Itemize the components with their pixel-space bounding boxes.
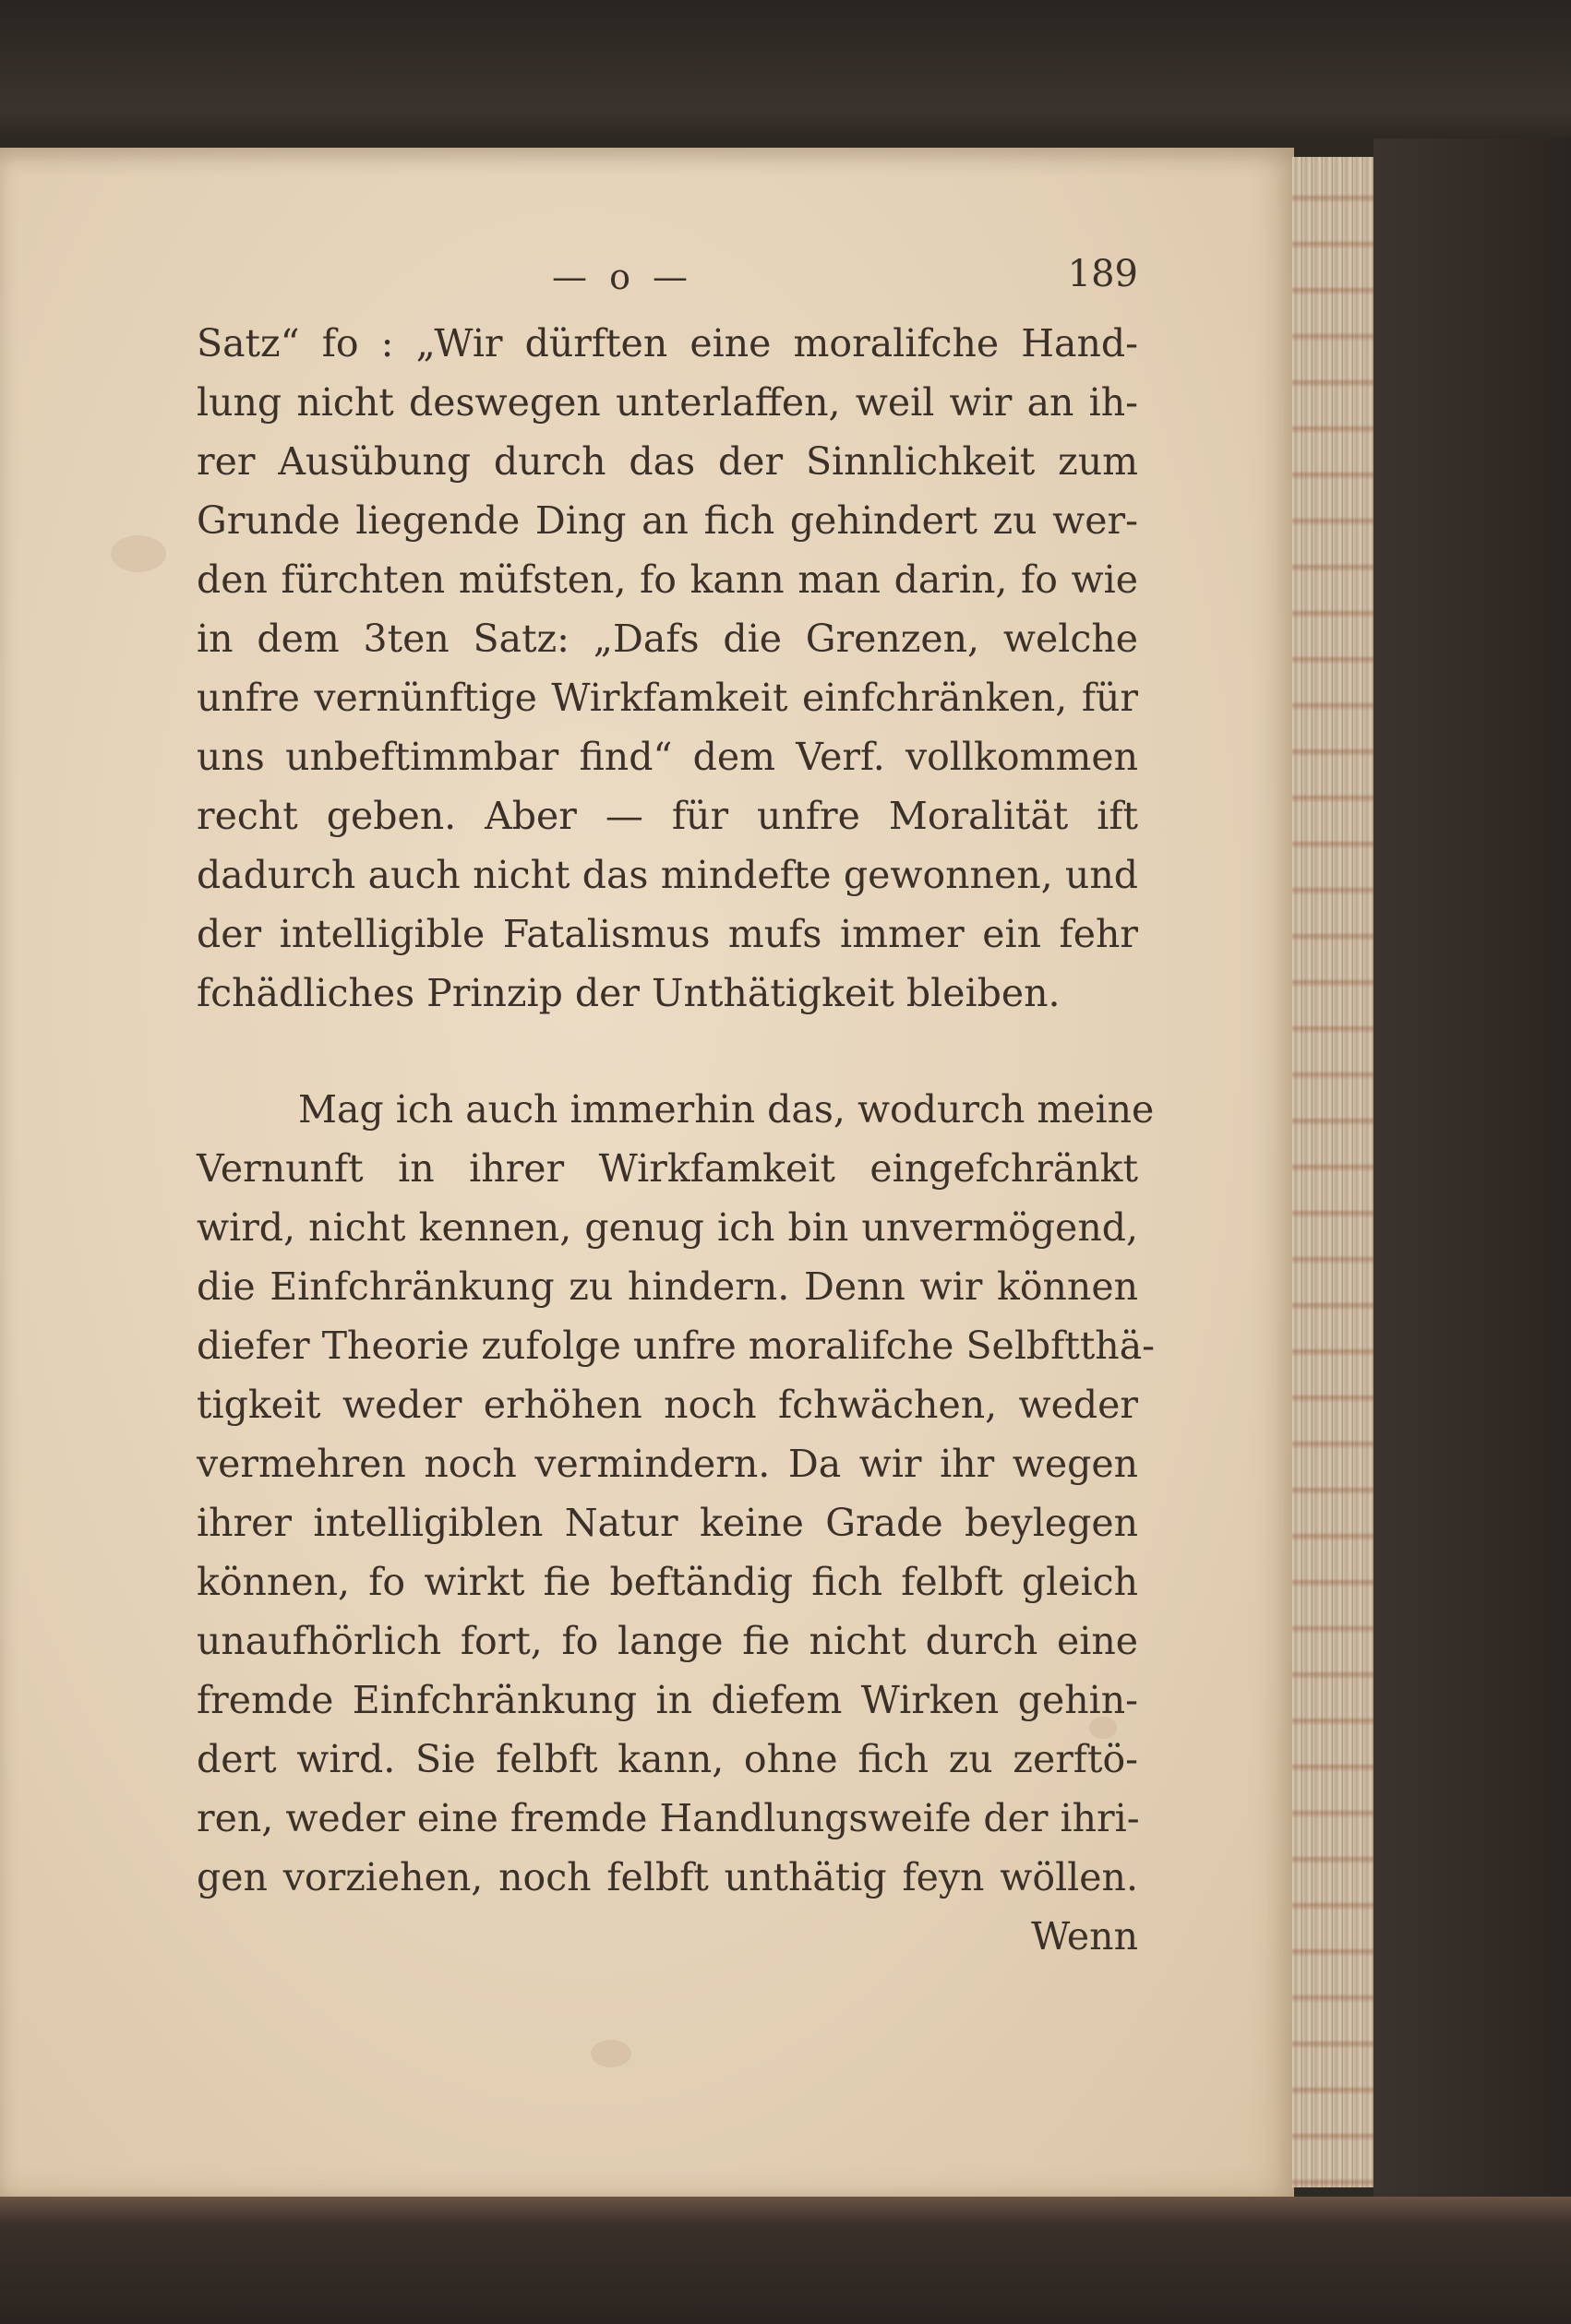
running-head [197, 249, 1138, 314]
text-line: in dem 3ten Satz: „Dafs die Grenzen, welche [197, 617, 1138, 661]
text-line: dert wird. Sie felbft kann, ohne fich zu zerftö- [197, 1737, 1138, 1781]
text-line: ren, weder eine fremde Handlungsweife der ihri- [197, 1796, 1140, 1840]
text-line: unfre vernünftige Wirkfamkeit einfchränken, für [197, 676, 1138, 720]
text-line: dadurch auch nicht das mindefte gewonnen, und [197, 853, 1138, 897]
background-dark-bottom [0, 2197, 1571, 2324]
background-dark-right [1373, 138, 1571, 2224]
text-line: ihrer intelligiblen Natur keine Grade beylegen [197, 1501, 1138, 1545]
text-line: tigkeit weder erhöhen noch fchwächen, weder [197, 1383, 1138, 1427]
text-line: den fürchten müfsten, fo kann man darin, fo wie [197, 557, 1138, 602]
text-line: rer Ausübung durch das der Sinnlichkeit zum [197, 439, 1138, 484]
text-line: Vernunft in ihrer Wirkfamkeit eingefchränkt [197, 1146, 1138, 1191]
text-line: diefer Theorie zufolge unfre moralifche Selbftthä- [197, 1324, 1156, 1368]
page-edges [1292, 157, 1373, 2187]
text-line: gen vorziehen, noch felbft unthätig feyn wöllen. [197, 1855, 1138, 1899]
paper-stain [591, 2040, 631, 2067]
text-line: fremde Einfchränkung in diefem Wirken gehin- [197, 1678, 1138, 1722]
page-text [197, 249, 1156, 1966]
paragraph-1 [197, 314, 1138, 1023]
text-line: der intelligible Fatalismus mufs immer ein fehr [197, 912, 1138, 956]
text-line: Satz“ fo : „Wir dürften eine moralifche Hand- [197, 321, 1138, 365]
text-line: können, fo wirkt fie beftändig fich felbft gleich [197, 1560, 1138, 1604]
catchword: Wenn [1031, 1914, 1138, 1959]
header-ornament: — o — [552, 257, 694, 297]
paper-stain [111, 535, 166, 572]
text-line: lung nicht deswegen unterlaffen, weil wir an ih- [197, 380, 1138, 425]
text-line: unaufhörlich fort, fo lange fie nicht durch eine [197, 1619, 1138, 1663]
page-number: 189 [1067, 253, 1138, 295]
paragraph-2 [197, 1080, 1156, 1907]
text-line: fchädliches Prinzip der Unthätigkeit bleiben. [197, 971, 1061, 1015]
text-line: uns unbeftimmbar find“ dem Verf. vollkommen [197, 735, 1138, 779]
text-line: die Einfchränkung zu hindern. Denn wir können [197, 1264, 1138, 1309]
text-line: Grunde liegende Ding an fich gehindert zu wer- [197, 498, 1138, 543]
text-line: recht geben. Aber — für unfre Moralität ift [197, 794, 1138, 838]
text-line: vermehren noch vermindern. Da wir ihr wegen [197, 1442, 1138, 1486]
text-line: wird, nicht kennen, genug ich bin unvermögend, [197, 1205, 1138, 1250]
text-line: Mag ich auch immerhin das, wodurch meine [298, 1087, 1155, 1132]
